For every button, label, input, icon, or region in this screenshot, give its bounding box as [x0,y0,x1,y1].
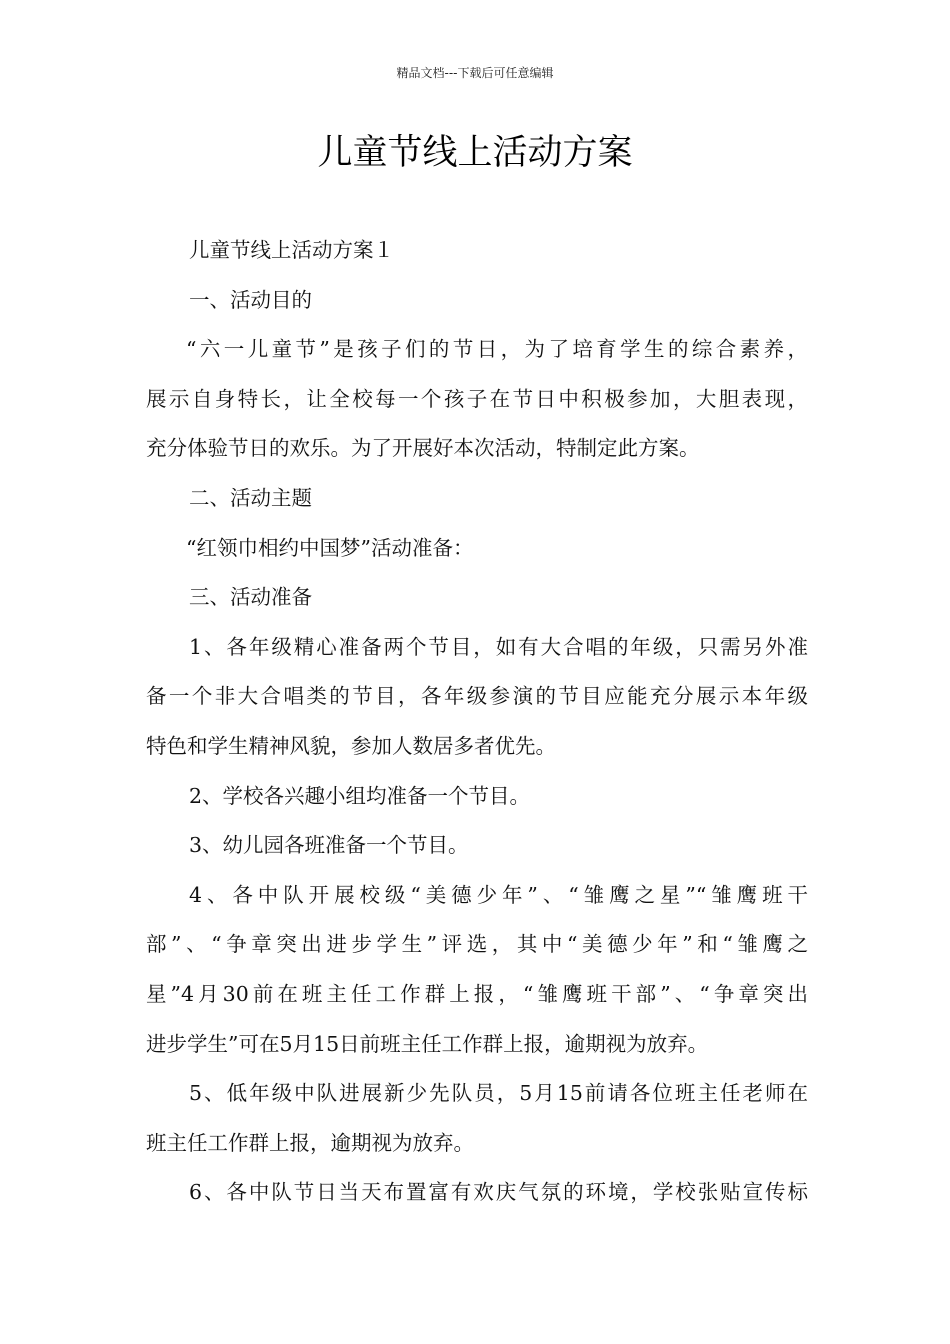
document-body [146,226,808,1218]
paragraph-line: 2、学校各兴趣小组均准备一个节目。 [189,783,531,808]
section-heading-purpose: 一、活动目的 [189,287,312,312]
paragraph-line: 班主任工作群上报，逾期视为放弃。 [146,1130,474,1155]
paragraph-line: 星”4月30前在班主任工作群上报，“雏鹰班干部”、“争章突出 [146,981,808,1006]
paragraph-line: 1、各年级精心准备两个节目，如有大合唱的年级，只需另外准 [189,634,808,659]
paragraph-line: 展示自身特长，让全校每一个孩子在节日中积极参加，大胆表现， [146,386,808,411]
section-heading-plan-1: 儿童节线上活动方案１ [189,238,394,262]
page-header-note: 精品文档---下载后可任意编辑 [396,66,554,80]
paragraph-line: 进步学生”可在5月15日前班主任工作群上报，逾期视为放弃。 [146,1031,709,1056]
document-title: 儿童节线上活动方案 [317,133,633,173]
paragraph-line: “红领巾相约中国梦”活动准备： [186,535,474,560]
paragraph-line: 4、各中队开展校级“美德少年”、“雏鹰之星”“雏鹰班干 [189,882,808,907]
section-heading-preparation: 三、活动准备 [189,585,312,610]
paragraph-line: 部”、“争章突出进步学生”评选，其中“美德少年”和“雏鹰之 [146,932,808,957]
section-heading-theme: 二、活动主题 [189,485,312,510]
paragraph-line: 3、幼儿园各班准备一个节目。 [189,833,469,858]
paragraph-line: 6、各中队节日当天布置富有欢庆气氛的环境，学校张贴宣传标 [189,1180,808,1205]
paragraph-line: 特色和学生精神风貌，参加人数居多者优先。 [146,733,556,758]
paragraph-line: 5、低年级中队进展新少先队员，5月15前请各位班主任老师在 [189,1081,808,1106]
paragraph-line: 充分体验节日的欢乐。为了开展好本次活动，特制定此方案。 [146,436,700,461]
paragraph-line: “六一儿童节”是孩子们的节日，为了培育学生的综合素养， [186,337,808,362]
paragraph-line: 备一个非大合唱类的节目，各年级参演的节目应能充分展示本年级 [146,684,808,709]
